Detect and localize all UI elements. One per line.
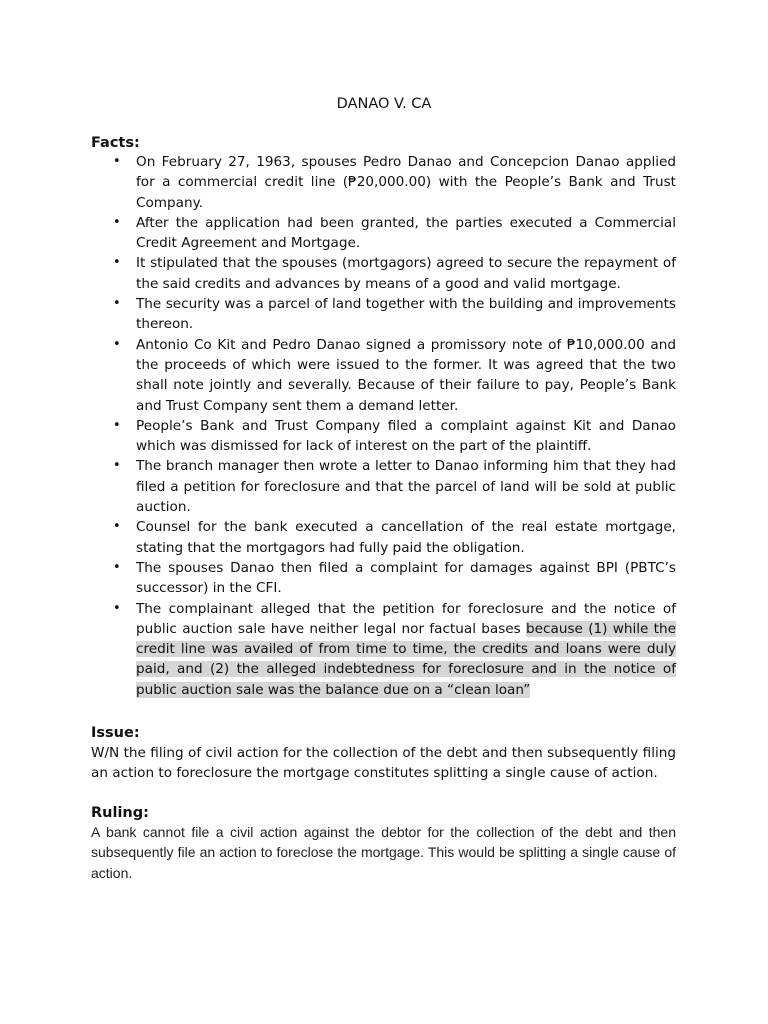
fact-text: The security was a parcel of land together with the building and improvements thereon. (136, 296, 676, 333)
list-item (111, 599, 676, 700)
fact-text: The complainant alleged that the petition for foreclosure and the notice of public auction sale have neither legal nor factual bases (136, 600, 676, 637)
bullet-icon: • (113, 336, 121, 352)
fact-text: Antonio Co Kit and Pedro Danao signed a promissory note of ₱10,000.00 and the proceeds of which were issued to the former. It was agreed that the two shall note jointly and severally. Because of their failure to pay, People’s Bank and Trust Company sent them a demand letter. (136, 336, 676, 414)
fact-text: The branch manager then wrote a letter to Danao informing him that they had filed a petition for foreclosure and that the parcel of land will be sold at public auction. (136, 458, 676, 516)
issue-text: W/N the filing of civil action for the collection of the debt and then subsequently filing an action to foreclosure the mortgage constitutes splitting a single cause of action. (91, 745, 676, 782)
document-title: DANAO V. CA (336, 96, 432, 112)
bullet-icon: • (113, 559, 121, 575)
fact-text: People’s Bank and Trust Company filed a complaint against Kit and Danao which was dismissed for lack of interest on the part of the plaintiff. (136, 417, 676, 455)
highlighted-text: because (1) while the credit line was availed of from time to time, the credits and loans were duly paid, and (2) the alleged indebtedness for foreclosure and in the notice of public auction sale was the balance due on a “clean loan” (136, 620, 676, 698)
bullet-icon: • (113, 519, 121, 535)
list-item (111, 253, 676, 294)
list-item (111, 416, 676, 457)
list-item (111, 213, 676, 254)
fact-text: On February 27, 1963, spouses Pedro Danao and Concepcion Danao applied for a commercial credit line (₱20,000.00) with the People’s Bank and Trust Company. (136, 154, 676, 211)
bullet-icon: • (113, 214, 121, 230)
list-item (111, 335, 676, 416)
ruling-heading: Ruling: (91, 805, 149, 821)
fact-text: It stipulated that the spouses (mortgagors) agreed to secure the repayment of the said credits and advances by means of a good and valid mortgage. (136, 255, 676, 292)
list-item (111, 558, 676, 599)
fact-text: The spouses Danao then filed a complaint for damages against BPI (PBTC’s successor) in the CFI. (136, 559, 676, 597)
list-item (111, 152, 676, 213)
bullet-icon: • (113, 417, 121, 433)
facts-heading: Facts: (91, 135, 140, 151)
list-item (111, 517, 676, 558)
ruling-text: A bank cannot file a civil action against the debtor for the collection of the debt and then subsequently file an action to foreclose the mortgage. This would be splitting a single cause of action. (91, 824, 676, 881)
list-item (111, 456, 676, 517)
bullet-icon: • (113, 600, 121, 616)
fact-text: Counsel for the bank executed a cancellation of the real estate mortgage, stating that the mortgagors had fully paid the obligation. (136, 519, 676, 556)
bullet-icon: • (113, 154, 121, 169)
issue-heading: Issue: (91, 725, 140, 741)
bullet-icon: • (113, 255, 121, 271)
bullet-icon: • (113, 458, 121, 474)
list-item (111, 294, 676, 335)
fact-text: After the application had been granted, the parties executed a Commercial Credit Agreement and Mortgage. (136, 214, 676, 252)
bullet-icon: • (113, 296, 121, 312)
facts-list (111, 152, 676, 700)
